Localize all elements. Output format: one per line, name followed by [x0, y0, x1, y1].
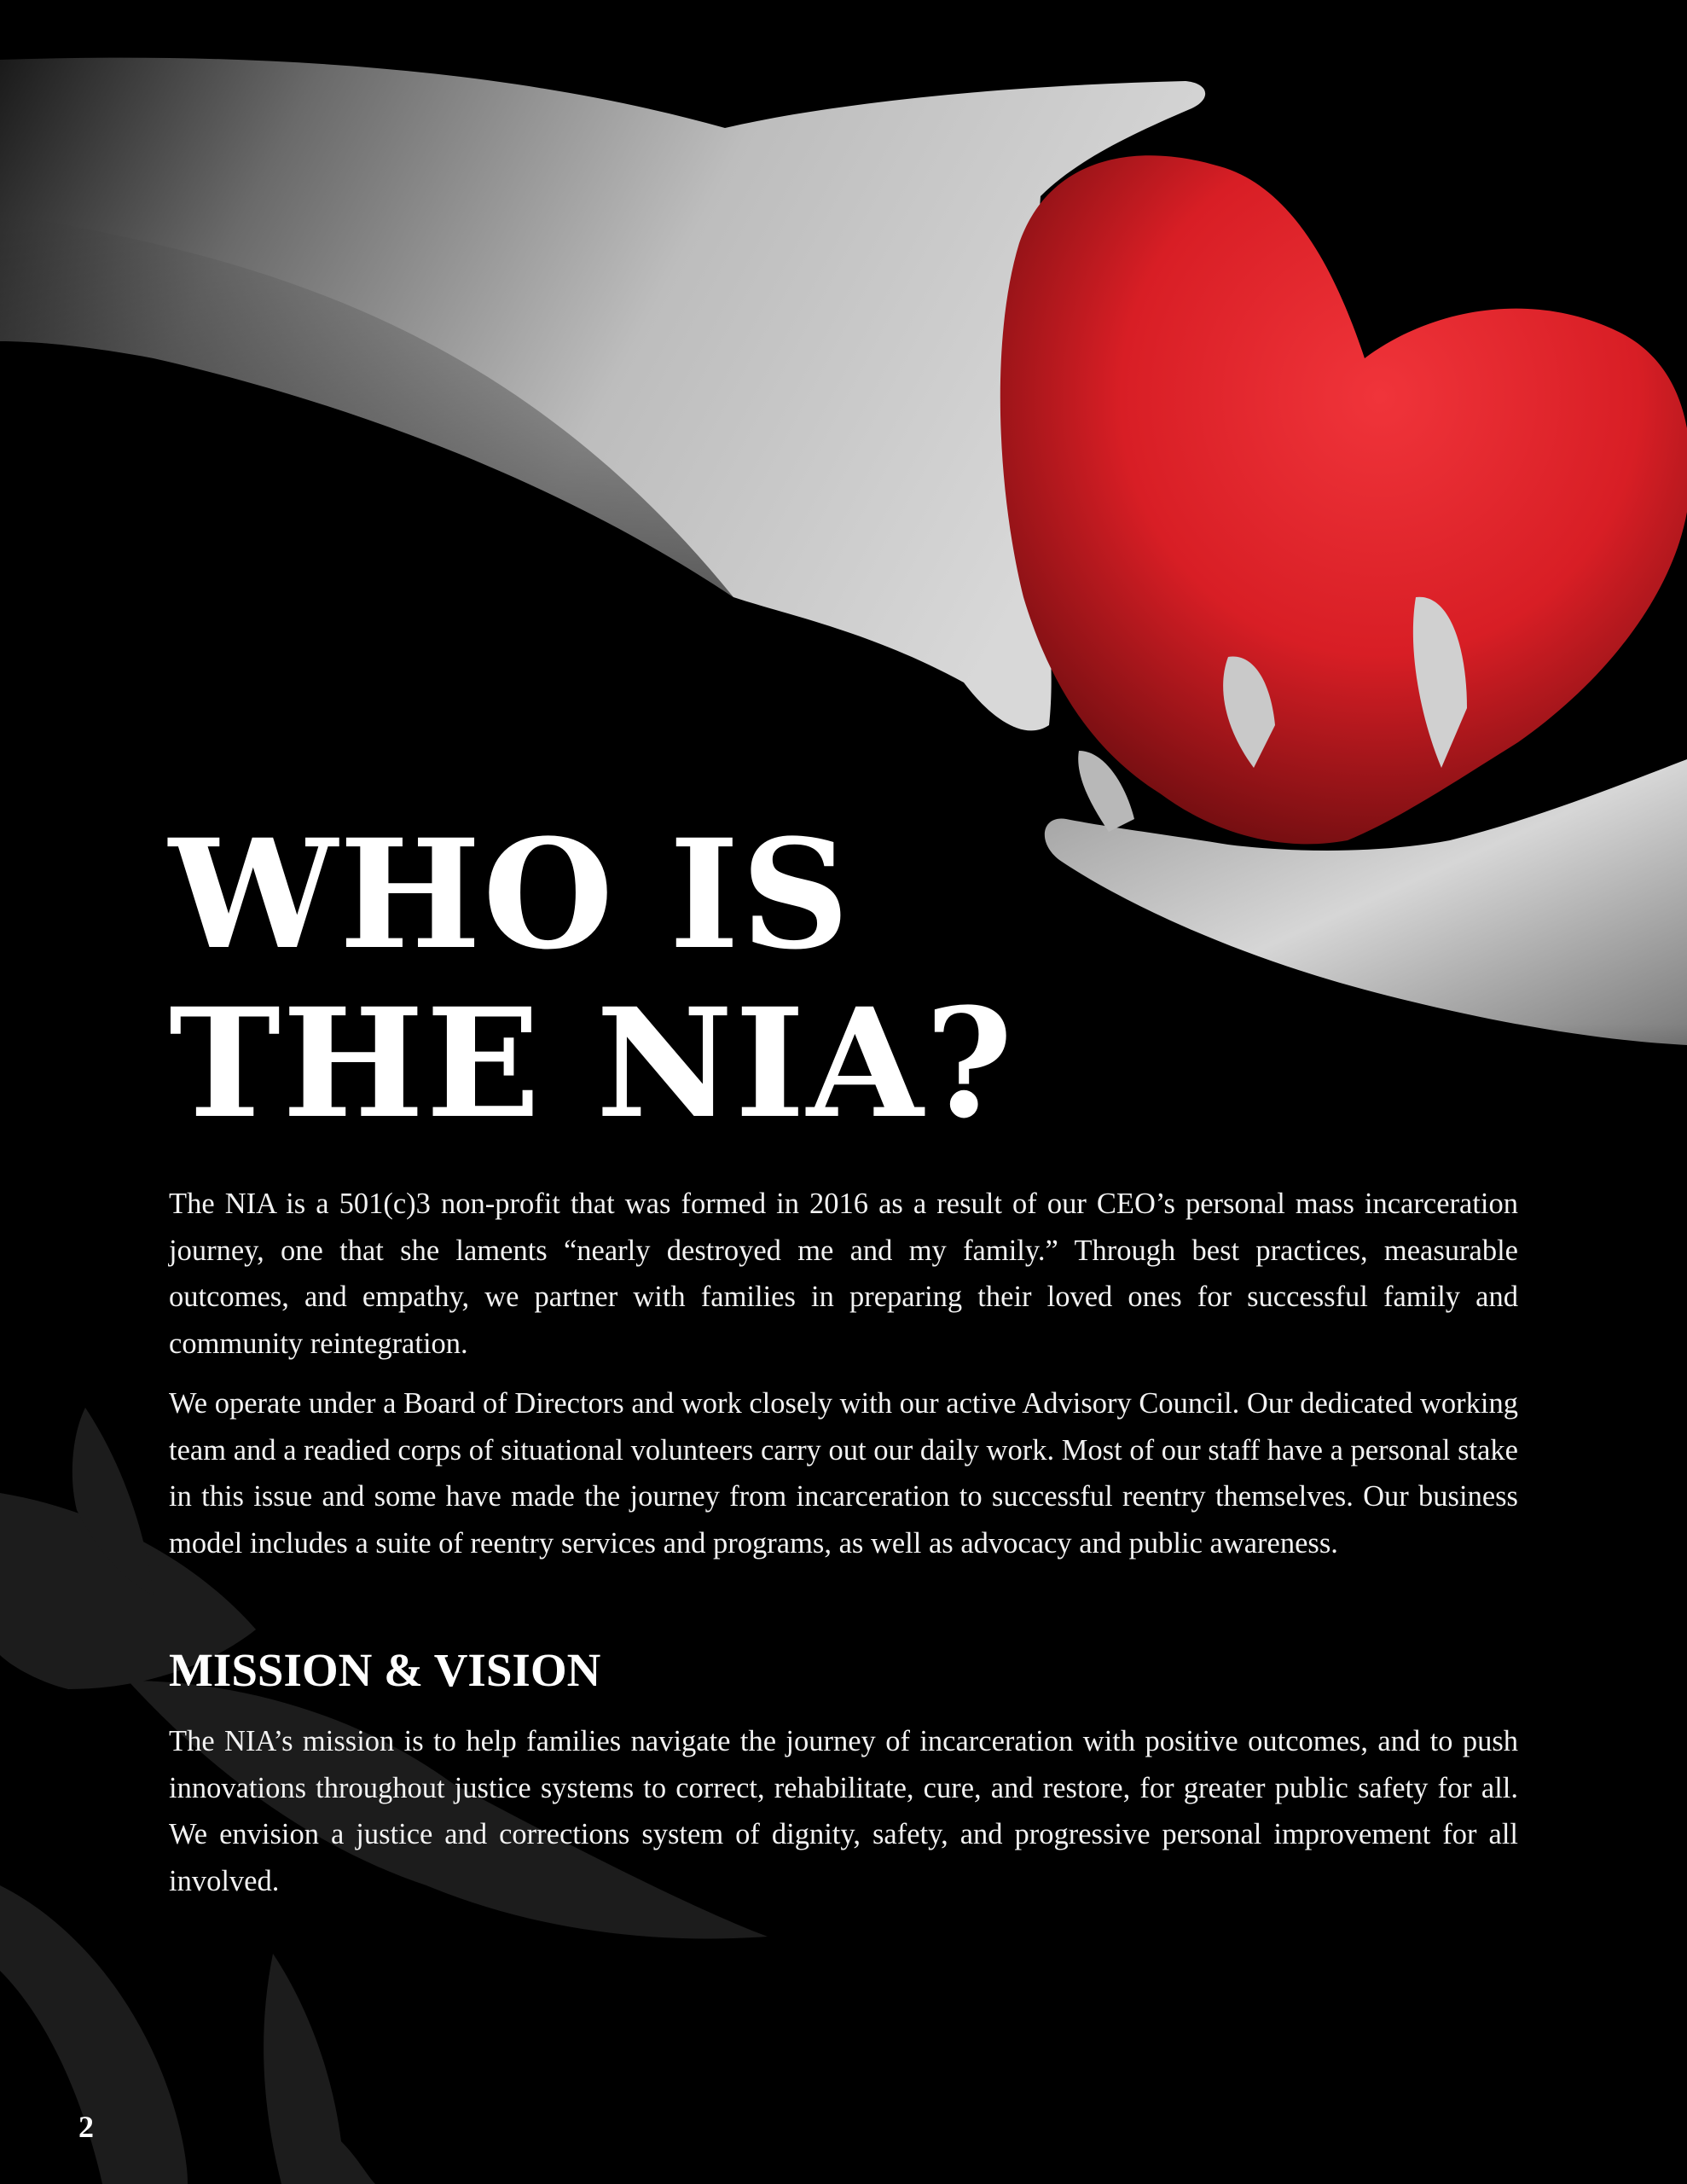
mission-heading: MISSION & VISION: [169, 1644, 601, 1696]
page-title: [169, 806, 1107, 1152]
title-line-1: WHO IS: [169, 806, 851, 983]
intro-section: [169, 1181, 1518, 1367]
mission-paragraph: The NIA’s mission is to help families navigate the journey of incarceration with positive outcomes, and to push innovations throughout justice systems to correct, rehabilitate, cure, and restore, for greater public safety for all. We envision a justice and corrections system of dignity, safety, and progressive personal improvement for all involved.: [169, 1725, 1518, 1897]
intro-paragraph-1: The NIA is a 501(c)3 non-profit that was formed in 2016 as a result of our CEO’s personal mass incarceration journey, one that she laments “nearly destroyed me and my family.” Through best practices, measurable outcomes, and empathy, we partner with families in preparing their loved ones for successful family and community reintegration.: [169, 1188, 1518, 1360]
intro-paragraph-2: We operate under a Board of Directors and work closely with our active Advisory Council. Our dedicated working team and a readied corps of situational volunteers carry out our daily work. Most of our staff have a personal stake in this issue and some have made the journey from incarceration to successful reentry themselves. Our business model includes a suite of reentry services and programs, as well as advocacy and public awareness.: [169, 1387, 1518, 1560]
page-number: 2: [78, 2110, 94, 2144]
mission-section: [169, 1718, 1518, 1904]
operations-section: [169, 1380, 1518, 1566]
title-line-2: THE NIA?: [169, 975, 1015, 1152]
